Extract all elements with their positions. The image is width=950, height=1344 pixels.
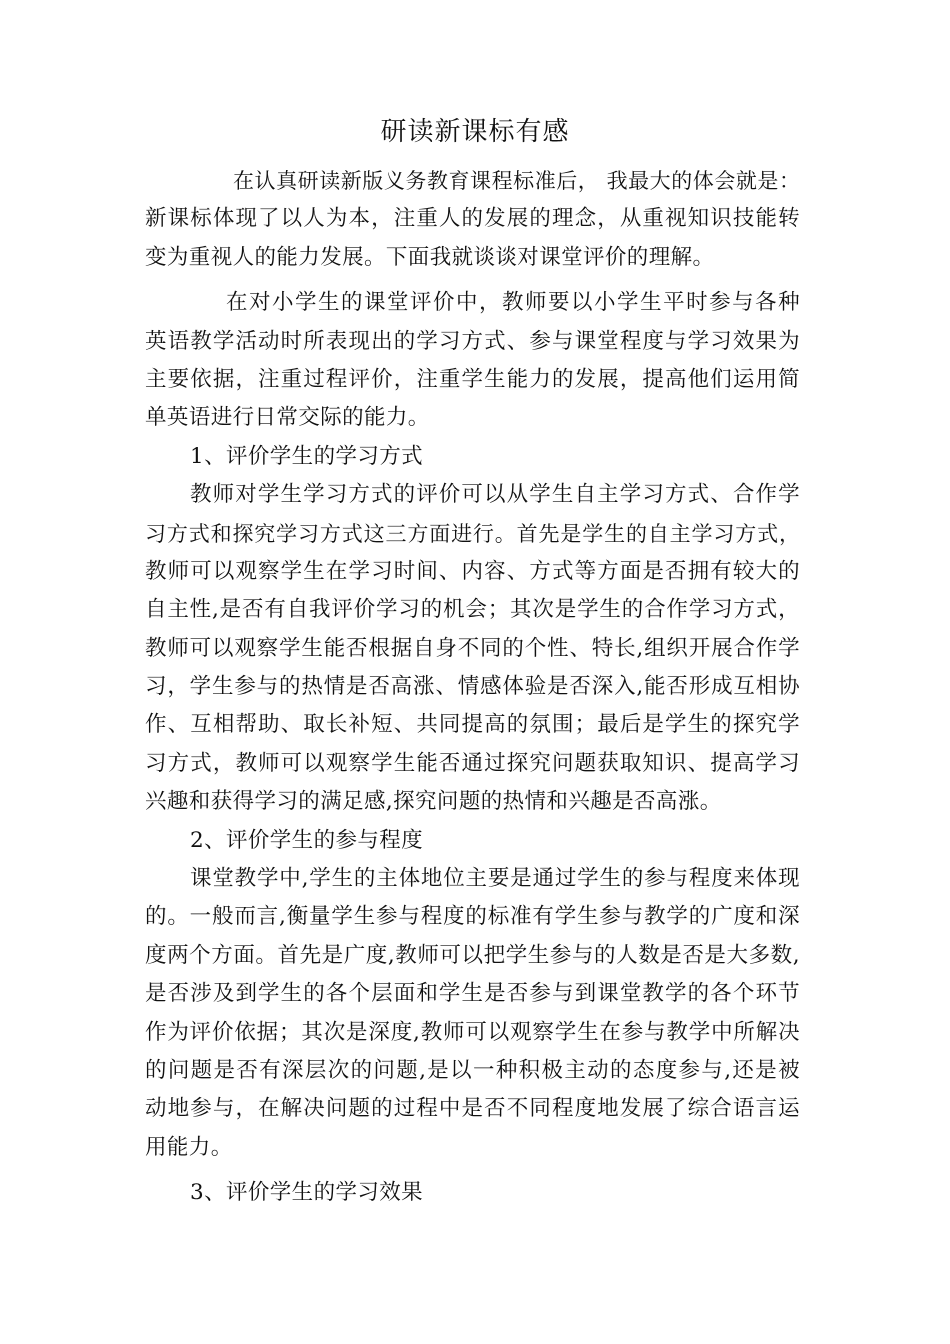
text-line: 用能力。 bbox=[145, 1134, 233, 1160]
text-line: 习方式，教师可以观察学生能否通过探究问题获取知识、提高学习 bbox=[145, 750, 800, 776]
section-heading-3: 3、评价学生的学习效果 bbox=[190, 1180, 424, 1206]
text-line: 在认真研读新版义务教育课程标准后， 我最大的体会就是： bbox=[233, 169, 800, 193]
section-heading-1: 1、评价学生的学习方式 bbox=[190, 443, 424, 469]
text-line: 新课标体现了以人为本，注重人的发展的理念，从重视知识技能转 bbox=[145, 206, 800, 232]
text-line: 度两个方面。首先是广度,教师可以把学生参与的人数是否是大多数, bbox=[145, 942, 800, 968]
text-line: 的问题是否有深层次的问题,是以一种积极主动的态度参与,还是被 bbox=[145, 1057, 800, 1083]
text-line: 主要依据，注重过程评价，注重学生能力的发展，提高他们运用简 bbox=[145, 366, 800, 392]
text-line: 习，学生参与的热情是否高涨、情感体验是否深入,能否形成互相协 bbox=[145, 674, 800, 700]
text-line: 作、互相帮助、取长补短、共同提高的氛围；最后是学生的探究学 bbox=[145, 712, 800, 738]
text-line: 作为评价依据；其次是深度,教师可以观察学生在参与教学中所解决 bbox=[145, 1019, 800, 1045]
text-line: 兴趣和获得学习的满足感,探究问题的热情和兴趣是否高涨。 bbox=[145, 789, 722, 815]
text-line: 教师对学生学习方式的评价可以从学生自主学习方式、合作学 bbox=[190, 482, 800, 508]
text-line: 课堂教学中,学生的主体地位主要是通过学生的参与程度来体现 bbox=[190, 866, 800, 892]
paragraph-evaluation-basis bbox=[145, 284, 800, 438]
paragraph-intro bbox=[145, 162, 800, 277]
text-line: 习方式和探究学习方式这三方面进行。首先是学生的自主学习方式， bbox=[145, 521, 800, 546]
document-body bbox=[145, 162, 800, 1213]
section-heading-2: 2、评价学生的参与程度 bbox=[190, 827, 424, 853]
text-line: 变为重视人的能力发展。下面我就谈谈对课堂评价的理解。 bbox=[145, 244, 715, 270]
paragraph-participation bbox=[145, 860, 800, 1167]
text-line: 是否涉及到学生的各个层面和学生是否参与到课堂教学的各个环节 bbox=[145, 981, 800, 1007]
text-line: 教师可以观察学生能否根据自身不同的个性、特长,组织开展合作学 bbox=[145, 635, 800, 661]
text-line: 单英语进行日常交际的能力。 bbox=[145, 405, 430, 431]
text-line: 自主性,是否有自我评价学习的机会；其次是学生的合作学习方式， bbox=[145, 597, 800, 623]
text-line: 的。一般而言,衡量学生参与程度的标准有学生参与教学的广度和深 bbox=[145, 904, 800, 930]
paragraph-learning-style bbox=[145, 476, 800, 822]
text-line: 英语教学活动时所表现出的学习方式、参与课堂程度与学习效果为 bbox=[145, 328, 800, 354]
text-line: 教师可以观察学生在学习时间、内容、方式等方面是否拥有较大的 bbox=[145, 558, 800, 584]
document-title: 研读新课标有感 bbox=[380, 117, 570, 147]
text-line: 动地参与，在解决问题的过程中是否不同程度地发展了综合语言运 bbox=[145, 1096, 800, 1122]
text-line: 在对小学生的课堂评价中，教师要以小学生平时参与各种 bbox=[226, 290, 800, 316]
